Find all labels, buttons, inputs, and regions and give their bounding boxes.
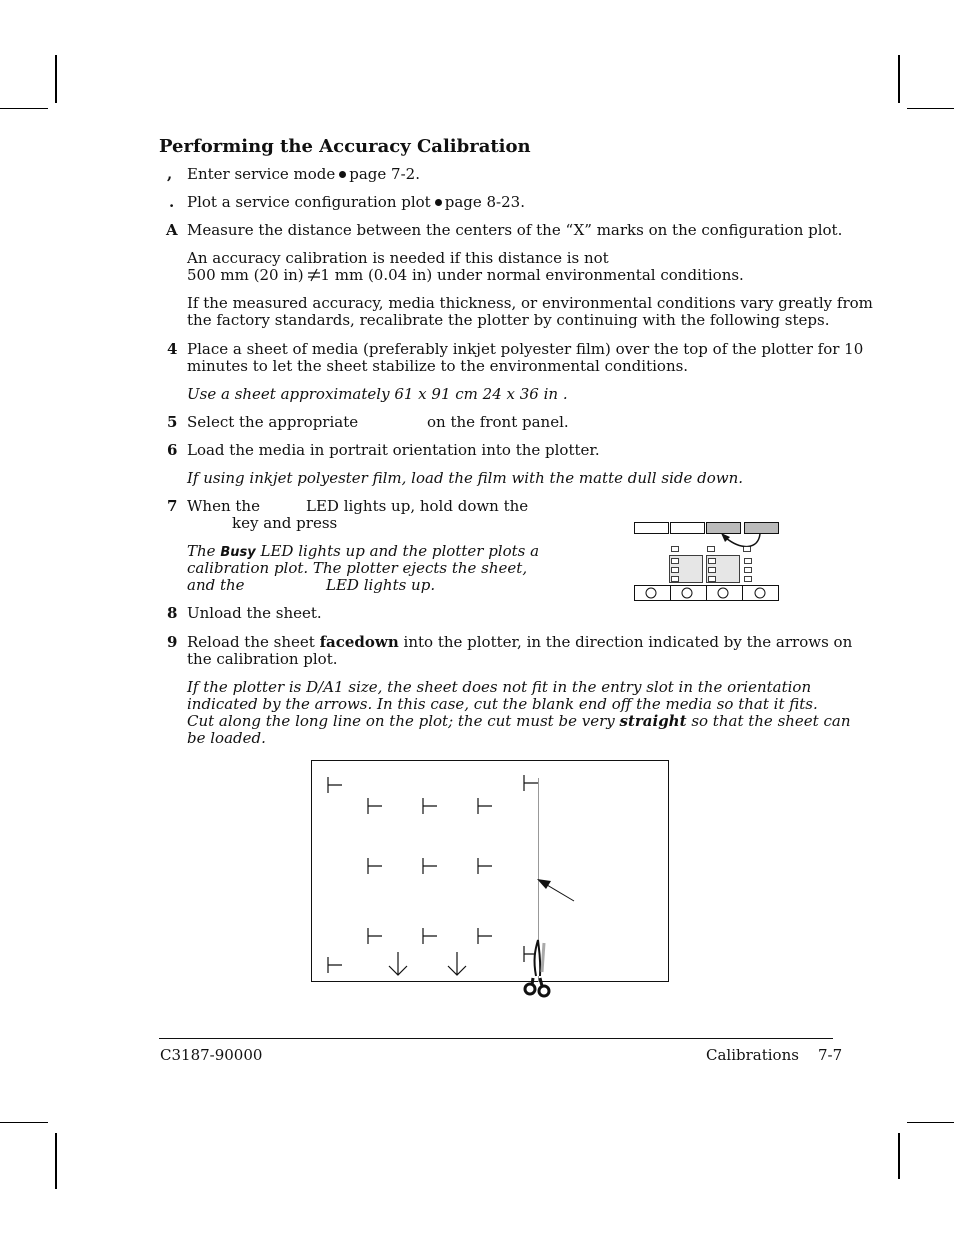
footer-page-number: Calibrations 7-7 [706,1046,843,1064]
step-7-text: LED lights up, hold down the [306,497,529,515]
emphasis-text: straight [619,712,687,730]
note-text: so that the sheet can [691,712,851,730]
crop-mark [898,55,900,103]
crop-mark [907,1122,954,1123]
step-3-text: Measure the distance between the centers of the “X” marks on the configuration plot. [187,221,843,239]
note-text: LED lights up and the plotter plots a [260,542,540,560]
step-number: . [169,193,175,211]
step-text: Plot a service configuration plot [187,193,431,211]
step-4-line: minutes to let the sheet stabilize to the environmental conditions. [187,357,689,375]
crop-mark [0,108,48,109]
step-number: 9 [167,633,178,651]
step-text: Reload the sheet [187,633,315,651]
note-text: The [187,542,216,560]
step-number: A [166,221,178,239]
step-number: , [167,165,173,183]
step-number: 8 [167,604,178,622]
calibration-plot-diagram [311,760,669,1000]
section-title: Performing the Accuracy Calibration [159,136,531,157]
step-number: 6 [167,441,178,459]
paragraph-line [187,267,744,284]
step-2 [187,194,525,211]
step-5-text: Select the appropriate [187,413,359,431]
step-9-note: indicated by the arrows. In this case, cut the blank end off the media so that it fits. [187,695,818,713]
crop-mark [907,108,954,109]
step-9-note: If the plotter is D/A1 size, the sheet does not fit in the entry slot in the orientation [187,678,812,696]
step-7-note: calibration plot. The plotter ejects the sheet, [187,559,528,577]
crop-mark [0,1122,48,1123]
paragraph-line: the factory standards, recalibrate the plotter by continuing with the following steps. [187,311,830,329]
page-reference: page 8-23. [444,193,525,211]
step-7-text: When the [187,497,260,515]
step-7-note: LED lights up. [326,576,436,594]
step-number: 5 [167,413,178,431]
step-text: Enter service mode [187,165,336,183]
busy-led-label: Busy [220,545,256,560]
step-6-text: Load the media in portrait orientation into the plotter. [187,441,600,459]
step-7-note: and the [187,576,245,594]
crop-mark [55,1133,57,1189]
crop-mark [898,1133,900,1179]
note-text: Cut along the long line on the plot; the cut must be very [187,712,615,730]
bullet-icon [339,171,346,178]
footer-doc-number: C3187-90000 [160,1046,263,1064]
measurement-text: 500 mm (20 in) [187,266,304,284]
paragraph-line: An accuracy calibration is needed if this distance is not [187,249,609,267]
step-text: into the plotter, in the direction indicated by the arrows on [403,633,853,651]
step-9-note: be loaded. [187,729,266,747]
step-7-text: key and press [232,514,338,532]
measurement-text: 1 mm (0.04 in) under normal environmental conditions. [320,266,744,284]
crop-mark [55,55,57,103]
front-panel-diagram [633,520,781,604]
not-equal-icon [308,268,320,282]
step-4-note: Use a sheet approximately 61 x 91 cm 24 x 36 in . [187,385,568,403]
step-9-text: the calibration plot. [187,650,338,668]
page-reference: page 7-2. [349,165,420,183]
step-6-note: If using inkjet polyester film, load the film with the matte dull side down. [187,469,744,487]
step-number: 4 [167,340,178,358]
bullet-icon [435,199,442,206]
step-5-text: on the front panel. [427,413,569,431]
step-8-text: Unload the sheet. [187,604,322,622]
step-4-line: Place a sheet of media (preferably inkjet polyester film) over the top of the plotter for 10 [187,340,864,358]
step-9-text [187,634,852,651]
footer-rule [159,1038,833,1039]
step-9-note [187,713,850,730]
step-1 [187,166,420,183]
step-number: 7 [167,497,178,515]
emphasis-text: facedown [319,633,399,651]
paragraph-line: If the measured accuracy, media thickness, or environmental conditions vary greatly from [187,294,873,312]
